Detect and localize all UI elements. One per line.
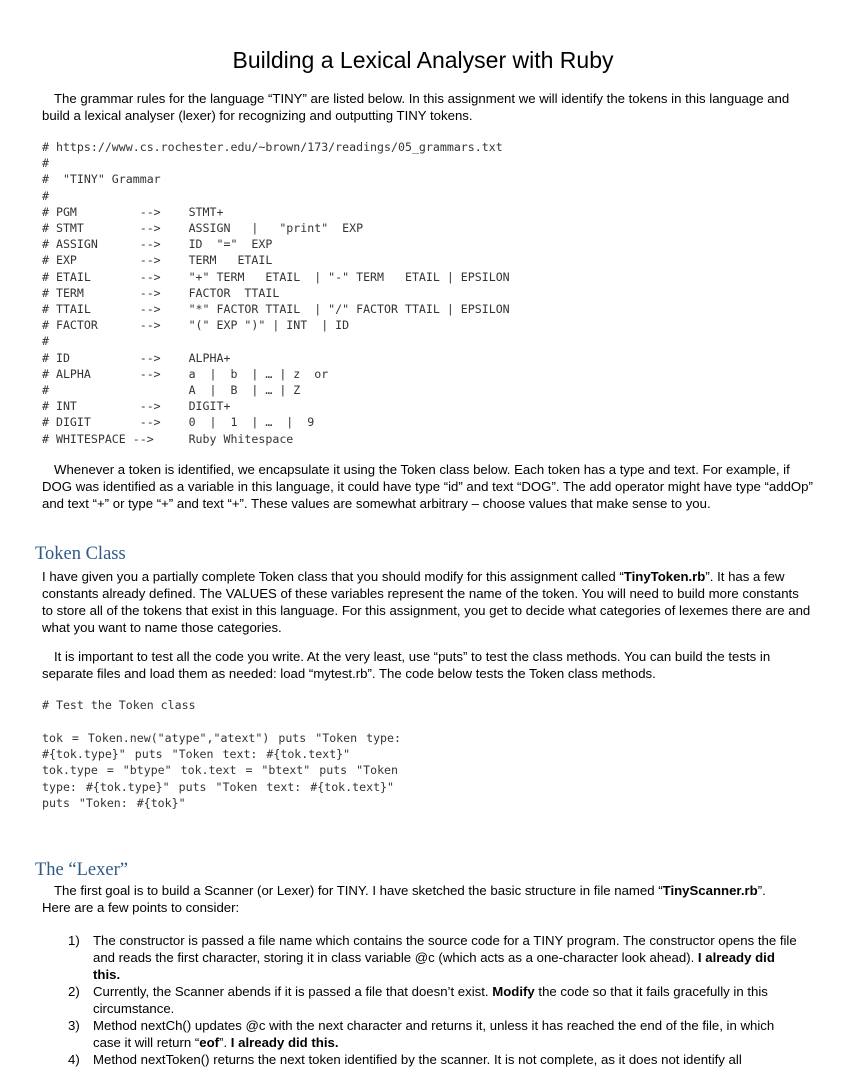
grammar-line: # ALPHA --> a | b | … | z or	[42, 366, 329, 381]
list-bold: I already did this.	[93, 950, 775, 982]
testing-paragraph: It is important to test all the code you write. At the very least, use “puts” to test the class methods. You can build the tests in separate files and load them as needed: load “mytest.rb”. The code below tests the Token class methods.	[42, 649, 771, 681]
tinytoken-filename: TinyToken.rb	[623, 569, 706, 584]
grammar-line: # DIGIT --> 0 | 1 | … | 9	[42, 415, 315, 430]
grammar-line: # STMT --> ASSIGN | "print" EXP	[42, 221, 364, 236]
list-text: Method nextCh() updates @c with the next character and returns it, unless it has reached the end of the file, in which case it will return “	[93, 1018, 775, 1050]
test-code-block: tok = Token.new("atype","atext") puts "Token type: #{tok.type}" puts "Token text: #{tok.text}" tok.type = "btype" tok.text = "btext" puts "Token type: #{tok.type}" puts "Token text: #{tok.text}" puts "Token: #{tok}"	[42, 731, 402, 810]
grammar-line: # ASSIGN --> ID "=" EXP	[42, 237, 273, 252]
grammar-line: # PGM --> STMT+	[42, 204, 224, 219]
grammar-line: # ETAIL --> "+" TERM ETAIL | "-" TERM ETAIL | EPSILON	[42, 269, 510, 284]
list-text: Method nextToken() returns the next token identified by the scanner. It is not complete, as it does not identify all	[93, 1052, 742, 1067]
list-text-b: ”.	[219, 1035, 231, 1050]
grammar-line: # INT --> DIGIT+	[42, 399, 231, 414]
list-text-b: the code so that it fails gracefully in this circumstance.	[93, 984, 768, 1016]
grammar-line: # EXP --> TERM ETAIL	[42, 253, 273, 268]
grammar-line: # ID --> ALPHA+	[42, 350, 231, 365]
list-bold: eof	[199, 1035, 220, 1050]
lexer-points-list	[68, 932, 798, 1068]
list-text: Currently, the Scanner abends if it is passed a file that doesn’t exist.	[93, 984, 493, 999]
tinyscanner-filename: TinyScanner.rb	[662, 883, 758, 898]
list-bold: Modify	[492, 984, 535, 999]
token-class-text-b: ”. It has a few constants already defined. The VALUES of these variables represent the name of the token. You will need to build more constants to store all of the tokens that exist in this language. For this assignment, you get to decide what categories of lexemes there are and what you want to name those categories.	[42, 569, 811, 635]
grammar-line: # A | B | … | Z	[42, 383, 301, 398]
grammar-line: # https://www.cs.rochester.edu/~brown/173/readings/05_grammars.txt	[42, 140, 503, 154]
token-paragraph: Whenever a token is identified, we encapsulate it using the Token class below. Each token has a type and text. For example, if DOG was identified as a variable in this language, it could have type “id” and text “DOG”. The add operator might have type “addOp” and text “+” or type “+” and text “+”. These values are somewhat arbitrary – choose values that make sense to you.	[42, 462, 813, 511]
list-bold-2: I already did this.	[230, 1035, 339, 1050]
grammar-code-block	[42, 139, 510, 447]
list-item	[68, 932, 798, 983]
lexer-paragraph	[42, 882, 782, 916]
list-text: The constructor is passed a file name which contains the source code for a TINY program. The constructor opens the file and reads the first character, storing it in class variable @c (which acts as a one-character look ahead).	[93, 933, 797, 965]
grammar-line: # TERM --> FACTOR TTAIL	[42, 285, 280, 300]
lexer-text-b: ”. Here are a few points to consider:	[42, 883, 766, 915]
token-class-text-a: I have given you a partially complete Token class that you should modify for this assignment called “	[42, 569, 624, 584]
token-class-paragraph	[42, 568, 812, 636]
page-title: Building a Lexical Analyser with Ruby	[232, 47, 614, 73]
test-comment: # Test the Token class	[42, 698, 196, 712]
grammar-line: # FACTOR --> "(" EXP ")" | INT | ID	[42, 318, 350, 333]
list-number: 1)	[68, 933, 80, 948]
lexer-heading: The “Lexer”	[35, 860, 128, 880]
list-number: 3)	[68, 1018, 80, 1033]
list-item	[68, 1017, 798, 1051]
list-item	[68, 983, 798, 1017]
list-number: 2)	[68, 984, 80, 999]
list-number: 4)	[68, 1052, 80, 1067]
grammar-line: # "TINY" Grammar	[42, 172, 161, 187]
grammar-line: # TTAIL --> "*" FACTOR TTAIL | "/" FACTOR TTAIL | EPSILON	[42, 302, 510, 317]
grammar-line: # WHITESPACE --> Ruby Whitespace	[42, 431, 294, 446]
grammar-line: #	[42, 188, 49, 203]
grammar-line: #	[42, 156, 49, 171]
list-item	[68, 1051, 798, 1068]
lexer-text-a: The first goal is to build a Scanner (or Lexer) for TINY. I have sketched the basic structure in file named “	[54, 883, 663, 898]
token-class-heading: Token Class	[35, 544, 126, 564]
grammar-line: #	[42, 334, 49, 349]
intro-paragraph: The grammar rules for the language “TINY” are listed below. In this assignment we will identify the tokens in this language and build a lexical analyser (lexer) for recognizing and outputting TINY tokens.	[42, 91, 790, 123]
